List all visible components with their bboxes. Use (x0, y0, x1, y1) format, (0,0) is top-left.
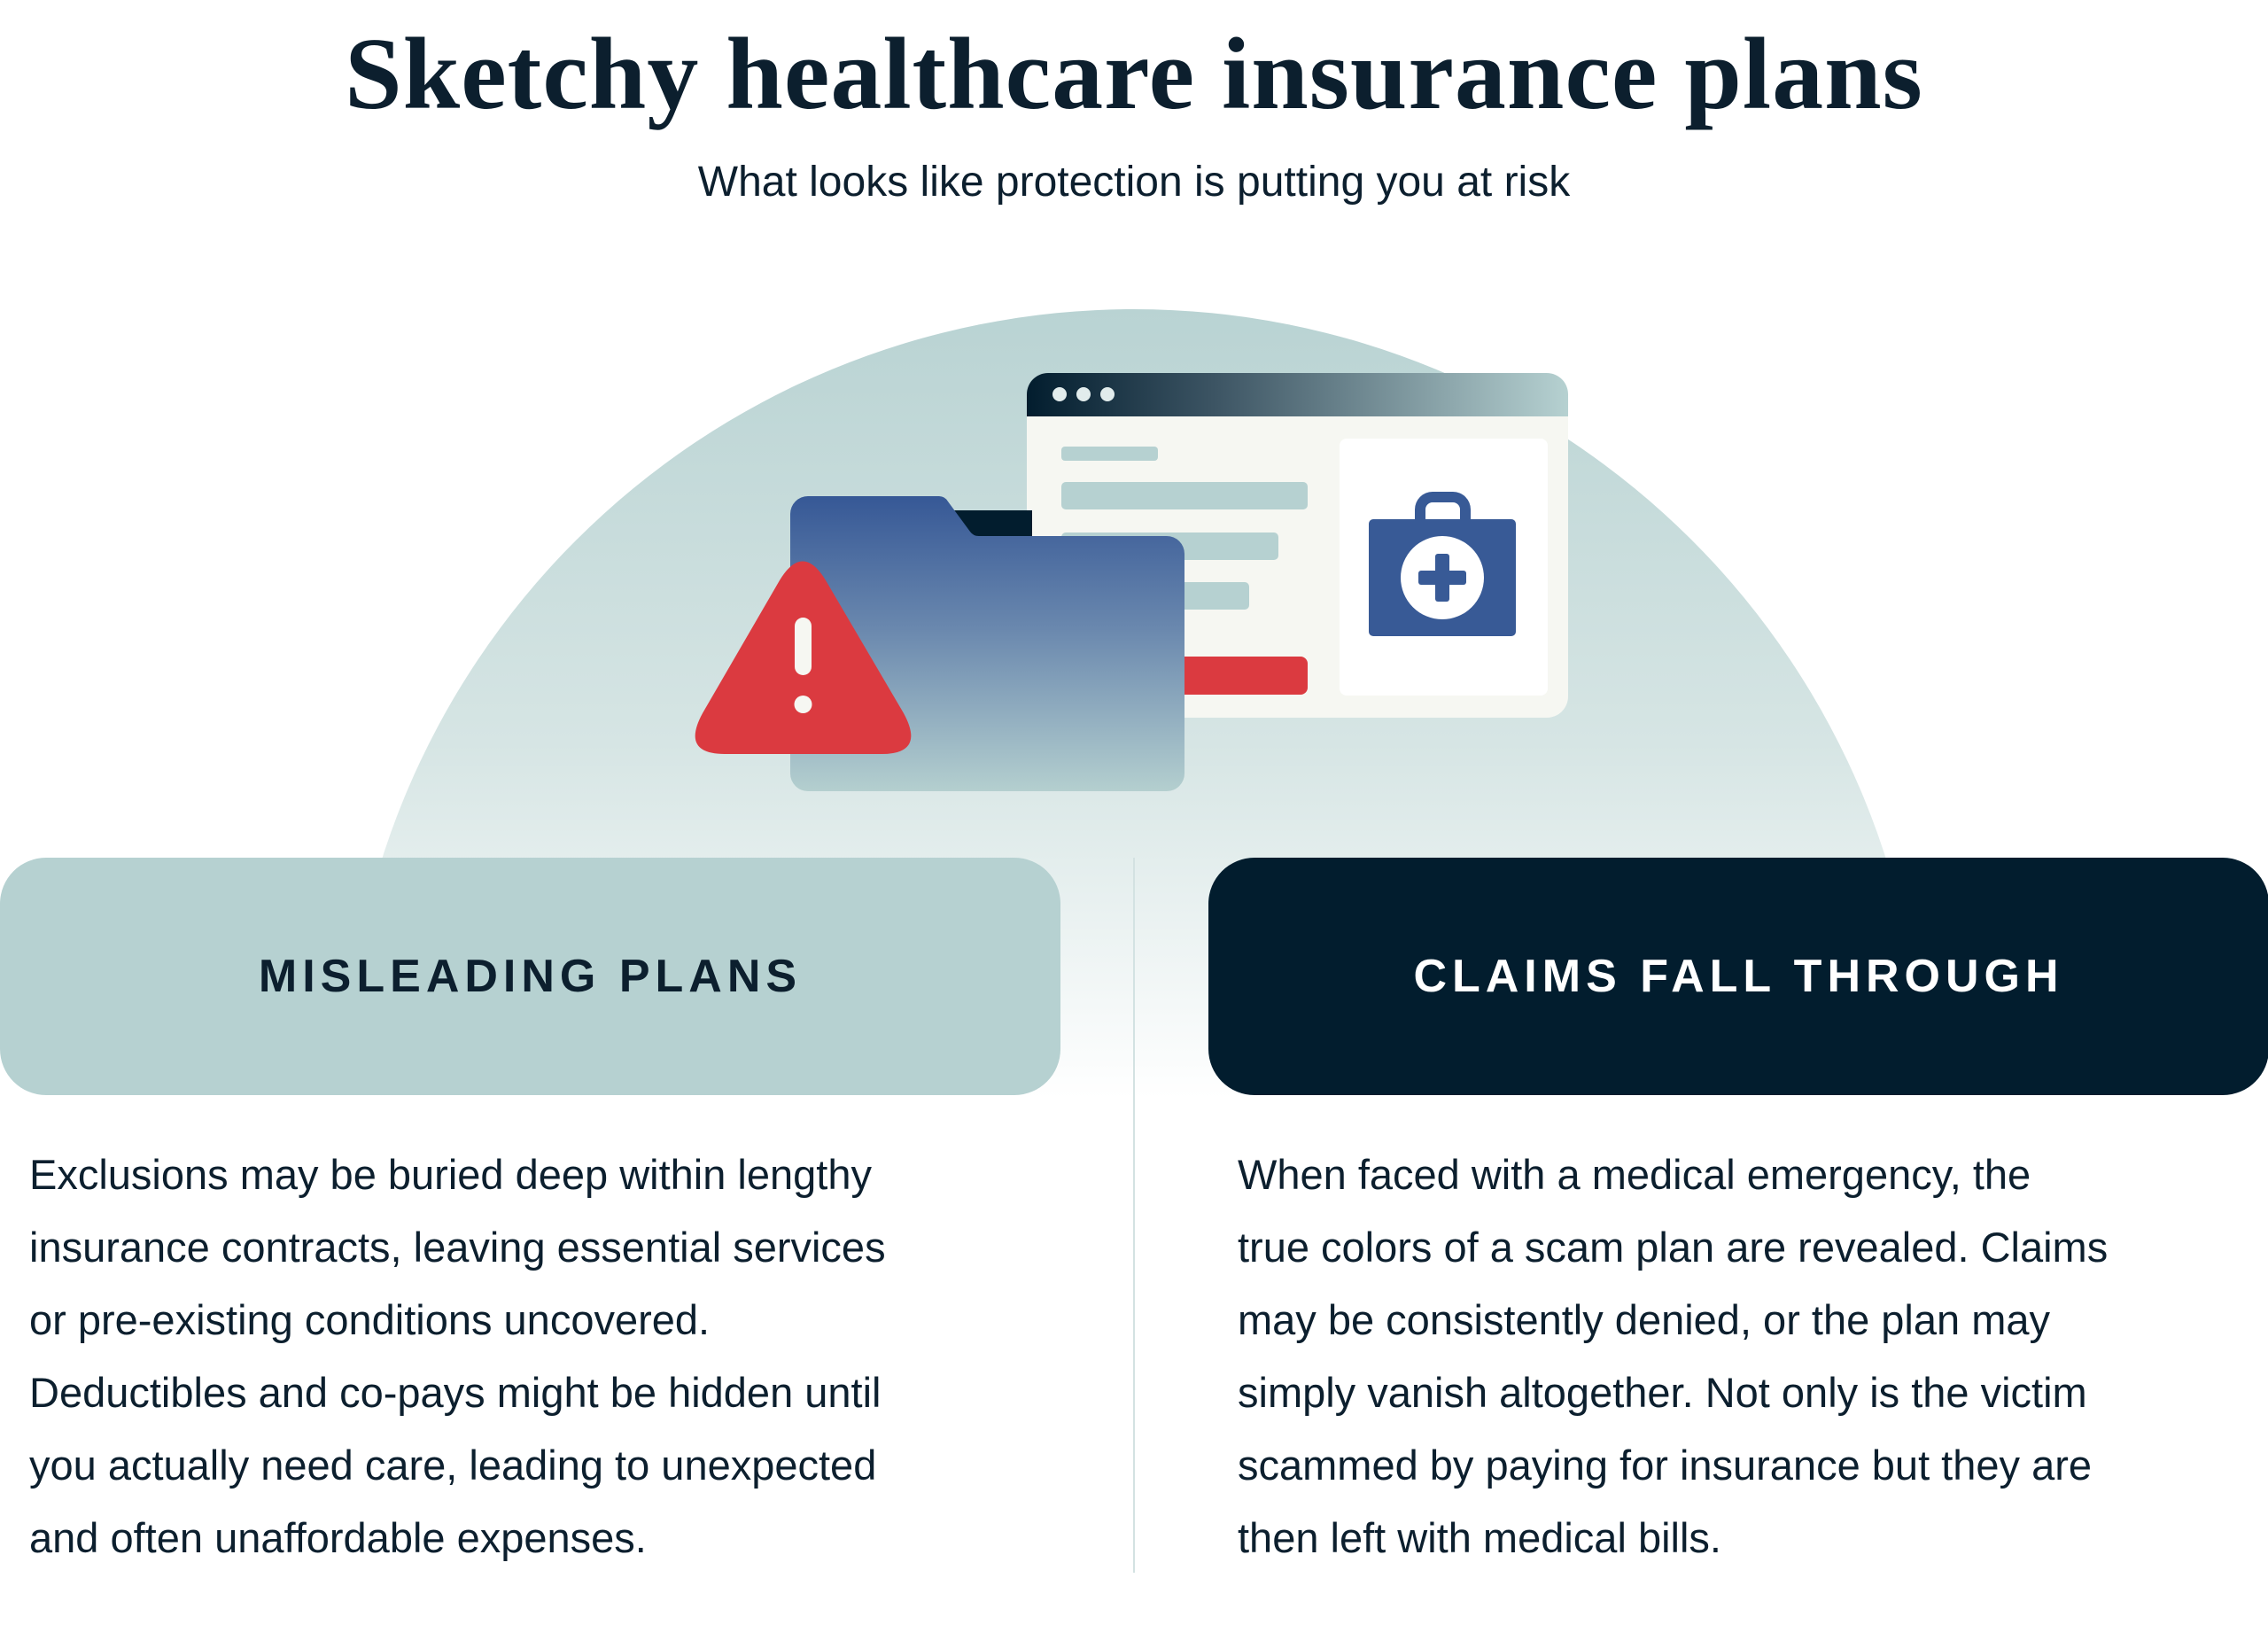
text-line: simply vanish altogether. Not only is the victim (1238, 1369, 2087, 1416)
claims-fall-through-heading (1208, 858, 2268, 1095)
text-line: scammed by paying for insurance but they are (1238, 1442, 2093, 1489)
text-line: then left with medical bills. (1238, 1514, 1721, 1561)
text-line: you actually need care, leading to unexpected (29, 1442, 877, 1489)
text-line: true colors of a scam plan are revealed. Claims (1238, 1224, 2109, 1271)
section-label: CLAIMS FALL THROUGH (1413, 951, 2064, 1002)
page-subtitle: What looks like protection is putting you at risk (697, 159, 1571, 206)
text-line: and often unaffordable expenses. (29, 1514, 647, 1561)
text-line: Exclusions may be buried deep within lengthy (29, 1151, 872, 1198)
column-divider (1133, 858, 1135, 1573)
section-label: MISLEADING PLANS (258, 951, 803, 1002)
misleading-plans-heading (0, 858, 1060, 1095)
misleading-plans-text (29, 1139, 886, 1574)
claims-fall-through-text (1238, 1139, 2108, 1574)
page-title: Sketchy healthcare insurance plans (345, 18, 1923, 131)
text-line: insurance contracts, leaving essential services (29, 1224, 886, 1271)
text-line: Deductibles and co-pays might be hidden until (29, 1369, 882, 1416)
text-line: or pre-existing conditions uncovered. (29, 1296, 711, 1343)
text-line: When faced with a medical emergency, the (1238, 1151, 2031, 1198)
text-line: may be consistently denied, or the plan may (1238, 1296, 2051, 1343)
